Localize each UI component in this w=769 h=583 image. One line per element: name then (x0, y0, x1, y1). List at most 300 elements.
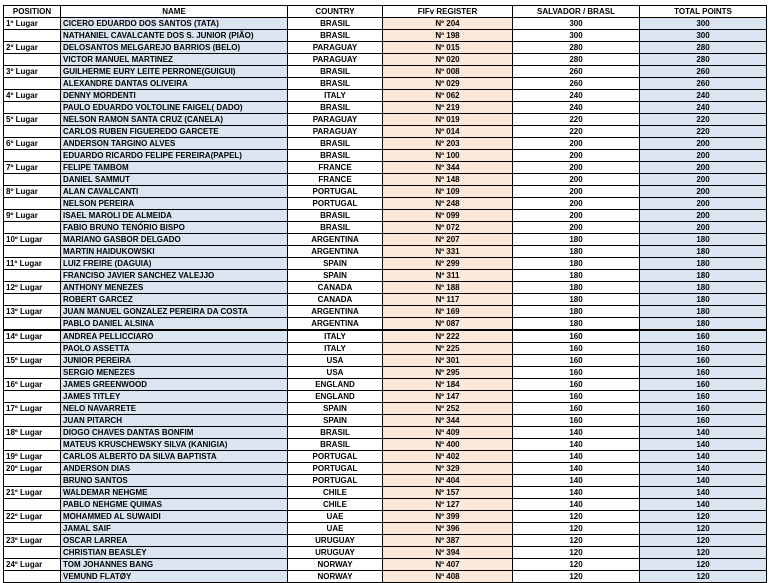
name-cell: CARLOS RUBEN FIGUEREDO GARCETE (61, 126, 288, 138)
register-cell: Nº 148 (383, 174, 513, 186)
position-cell: 9º Lugar (4, 210, 61, 222)
position-cell (4, 523, 61, 535)
total-points-cell: 300 (640, 30, 767, 42)
position-cell: 6º Lugar (4, 138, 61, 150)
table-row (4, 499, 767, 511)
table-row (4, 487, 767, 499)
table-row (4, 439, 767, 451)
position-cell (4, 391, 61, 403)
name-cell: FABIO BRUNO TENÓRIO BISPO (61, 222, 288, 234)
name-cell: MATEUS KRUSCHEWSKY SILVA (KANIGIA) (61, 439, 288, 451)
salvador-points-cell: 160 (513, 415, 640, 427)
total-points-cell: 260 (640, 78, 767, 90)
table-row (4, 282, 767, 294)
country-cell: UAE (288, 523, 383, 535)
total-points-cell: 280 (640, 54, 767, 66)
salvador-points-cell: 220 (513, 126, 640, 138)
total-points-cell: 180 (640, 258, 767, 270)
salvador-points-cell: 120 (513, 547, 640, 559)
total-points-cell: 140 (640, 427, 767, 439)
name-cell: CARLOS ALBERTO DA SILVA BAPTISTA (61, 451, 288, 463)
salvador-points-cell: 180 (513, 234, 640, 246)
salvador-points-cell: 140 (513, 439, 640, 451)
total-points-cell: 160 (640, 415, 767, 427)
position-cell (4, 499, 61, 511)
total-points-cell: 140 (640, 499, 767, 511)
country-cell: BRASIL (288, 210, 383, 222)
table-row (4, 138, 767, 150)
country-cell: BRASIL (288, 427, 383, 439)
register-cell: Nº 157 (383, 487, 513, 499)
name-cell: NELO NAVARRETE (61, 403, 288, 415)
table-row (4, 126, 767, 138)
salvador-points-cell: 200 (513, 198, 640, 210)
position-cell: 22º Lugar (4, 511, 61, 523)
position-cell: 10º Lugar (4, 234, 61, 246)
total-points-cell: 200 (640, 174, 767, 186)
country-cell: ITALY (288, 90, 383, 102)
country-cell: BRASIL (288, 138, 383, 150)
country-cell: SPAIN (288, 270, 383, 282)
register-cell: Nº 207 (383, 234, 513, 246)
table-row (4, 78, 767, 90)
name-cell: EDUARDO RICARDO FELIPE FEREIRA(PAPEL) (61, 150, 288, 162)
name-cell: CICERO EDUARDO DOS SANTOS (TATA) (61, 18, 288, 30)
salvador-points-cell: 180 (513, 246, 640, 258)
salvador-points-cell: 140 (513, 475, 640, 487)
total-points-cell: 300 (640, 18, 767, 30)
position-cell: 12º Lugar (4, 282, 61, 294)
name-cell: TOM JOHANNES BANG (61, 559, 288, 571)
salvador-points-cell: 200 (513, 186, 640, 198)
name-cell: JAMAL SAIF (61, 523, 288, 535)
salvador-points-cell: 200 (513, 162, 640, 174)
register-cell: Nº 301 (383, 355, 513, 367)
country-cell: URUGUAY (288, 547, 383, 559)
position-cell: 17º Lugar (4, 403, 61, 415)
name-cell: ANDREA PELLICCIARO (61, 330, 288, 343)
table-body (4, 18, 767, 583)
country-cell: NORWAY (288, 571, 383, 583)
country-cell: BRASIL (288, 102, 383, 114)
total-points-cell: 260 (640, 66, 767, 78)
name-cell: JUAN PITARCH (61, 415, 288, 427)
country-cell: BRASIL (288, 30, 383, 42)
name-cell: JAMES GREENWOOD (61, 379, 288, 391)
position-cell: 1º Lugar (4, 18, 61, 30)
salvador-points-cell: 260 (513, 78, 640, 90)
salvador-points-cell: 240 (513, 90, 640, 102)
position-cell (4, 270, 61, 282)
table-row (4, 234, 767, 246)
register-cell: Nº 062 (383, 90, 513, 102)
salvador-points-cell: 220 (513, 114, 640, 126)
salvador-points-cell: 180 (513, 270, 640, 282)
table-row (4, 198, 767, 210)
position-cell (4, 102, 61, 114)
total-points-cell: 180 (640, 306, 767, 318)
register-cell: Nº 117 (383, 294, 513, 306)
salvador-points-cell: 140 (513, 487, 640, 499)
name-cell: PABLO DANIEL ALSINA (61, 318, 288, 331)
country-cell: USA (288, 355, 383, 367)
country-cell: PARAGUAY (288, 54, 383, 66)
total-points-cell: 200 (640, 198, 767, 210)
total-points-cell: 180 (640, 270, 767, 282)
register-cell: Nº 222 (383, 330, 513, 343)
table-row (4, 246, 767, 258)
country-cell: PORTUGAL (288, 198, 383, 210)
salvador-points-cell: 160 (513, 403, 640, 415)
salvador-points-cell: 120 (513, 511, 640, 523)
table-row (4, 415, 767, 427)
salvador-points-cell: 160 (513, 355, 640, 367)
country-cell: SPAIN (288, 258, 383, 270)
country-cell: ENGLAND (288, 391, 383, 403)
salvador-points-cell: 180 (513, 282, 640, 294)
table-row (4, 18, 767, 30)
total-points-cell: 120 (640, 523, 767, 535)
salvador-points-cell: 240 (513, 102, 640, 114)
total-points-cell: 160 (640, 355, 767, 367)
country-cell: CHILE (288, 487, 383, 499)
name-cell: JAMES TITLEY (61, 391, 288, 403)
name-cell: CHRISTIAN BEASLEY (61, 547, 288, 559)
name-cell: WALDEMAR NEHGME (61, 487, 288, 499)
total-points-cell: 180 (640, 246, 767, 258)
salvador-points-cell: 300 (513, 18, 640, 30)
salvador-points-cell: 200 (513, 174, 640, 186)
table-row (4, 162, 767, 174)
table-row (4, 66, 767, 78)
position-cell: 8º Lugar (4, 186, 61, 198)
table-row (4, 174, 767, 186)
name-cell: PABLO NEHGME QUIMAS (61, 499, 288, 511)
country-cell: PARAGUAY (288, 42, 383, 54)
name-cell: MARIANO GASBOR DELGADO (61, 234, 288, 246)
total-points-cell: 140 (640, 475, 767, 487)
register-cell: Nº 248 (383, 198, 513, 210)
country-cell: PORTUGAL (288, 451, 383, 463)
position-cell: 23º Lugar (4, 535, 61, 547)
register-cell: Nº 344 (383, 415, 513, 427)
country-cell: BRASIL (288, 18, 383, 30)
register-cell: Nº 399 (383, 511, 513, 523)
total-points-cell: 160 (640, 403, 767, 415)
register-cell: Nº 331 (383, 246, 513, 258)
table-row (4, 150, 767, 162)
salvador-points-cell: 140 (513, 499, 640, 511)
table-row (4, 559, 767, 571)
register-cell: Nº 188 (383, 282, 513, 294)
name-cell: SERGIO MENEZES (61, 367, 288, 379)
header-total: TOTAL POINTS (640, 6, 767, 18)
name-cell: PAOLO ASSETTA (61, 343, 288, 355)
position-cell: 20º Lugar (4, 463, 61, 475)
table-row (4, 355, 767, 367)
name-cell: NATHANIEL CAVALCANTE DOS S. JUNIOR (PIÃO) (61, 30, 288, 42)
position-cell: 13º Lugar (4, 306, 61, 318)
country-cell: PARAGUAY (288, 114, 383, 126)
register-cell: Nº 344 (383, 162, 513, 174)
salvador-points-cell: 280 (513, 42, 640, 54)
name-cell: VICTOR MANUEL MARTINEZ (61, 54, 288, 66)
name-cell: PAULO EDUARDO VOLTOLINE FAIGEL( DADO) (61, 102, 288, 114)
header-position: POSITION (4, 6, 61, 18)
country-cell: BRASIL (288, 222, 383, 234)
salvador-points-cell: 140 (513, 427, 640, 439)
table-row (4, 367, 767, 379)
register-cell: Nº 408 (383, 571, 513, 583)
name-cell: ANDERSON DIAS (61, 463, 288, 475)
position-cell (4, 318, 61, 331)
name-cell: NELSON PEREIRA (61, 198, 288, 210)
name-cell: OSCAR LARREA (61, 535, 288, 547)
country-cell: SPAIN (288, 403, 383, 415)
position-cell: 2º Lugar (4, 42, 61, 54)
position-cell (4, 174, 61, 186)
position-cell: 19º Lugar (4, 451, 61, 463)
table-row (4, 547, 767, 559)
total-points-cell: 200 (640, 210, 767, 222)
total-points-cell: 160 (640, 379, 767, 391)
total-points-cell: 120 (640, 535, 767, 547)
name-cell: ROBERT GARCEZ (61, 294, 288, 306)
total-points-cell: 120 (640, 511, 767, 523)
register-cell: Nº 299 (383, 258, 513, 270)
salvador-points-cell: 200 (513, 222, 640, 234)
header-name: NAME (61, 6, 288, 18)
header-register: FIFv REGISTER (383, 6, 513, 18)
salvador-points-cell: 140 (513, 463, 640, 475)
salvador-points-cell: 160 (513, 343, 640, 355)
position-cell: 3º Lugar (4, 66, 61, 78)
total-points-cell: 200 (640, 138, 767, 150)
total-points-cell: 200 (640, 150, 767, 162)
country-cell: PORTUGAL (288, 463, 383, 475)
position-cell: 11º Lugar (4, 258, 61, 270)
table-row (4, 391, 767, 403)
name-cell: JUNIOR PEREIRA (61, 355, 288, 367)
register-cell: Nº 252 (383, 403, 513, 415)
table-row (4, 294, 767, 306)
position-cell: 5º Lugar (4, 114, 61, 126)
position-cell (4, 246, 61, 258)
country-cell: PORTUGAL (288, 186, 383, 198)
position-cell: 15º Lugar (4, 355, 61, 367)
name-cell: JUAN MANUEL GONZALEZ PEREIRA DA COSTA (61, 306, 288, 318)
register-cell: Nº 402 (383, 451, 513, 463)
total-points-cell: 200 (640, 162, 767, 174)
table-row (4, 463, 767, 475)
table-row (4, 54, 767, 66)
position-cell (4, 30, 61, 42)
salvador-points-cell: 120 (513, 535, 640, 547)
position-cell: 16º Lugar (4, 379, 61, 391)
table-row (4, 102, 767, 114)
register-cell: Nº 072 (383, 222, 513, 234)
name-cell: ALEXANDRE DANTAS OLIVEIRA (61, 78, 288, 90)
total-points-cell: 160 (640, 367, 767, 379)
country-cell: CANADA (288, 282, 383, 294)
position-cell (4, 439, 61, 451)
salvador-points-cell: 140 (513, 451, 640, 463)
total-points-cell: 180 (640, 234, 767, 246)
table-row (4, 186, 767, 198)
table-row (4, 306, 767, 318)
name-cell: DENNY MORDENTI (61, 90, 288, 102)
register-cell: Nº 225 (383, 343, 513, 355)
register-cell: Nº 020 (383, 54, 513, 66)
table-row (4, 403, 767, 415)
salvador-points-cell: 180 (513, 318, 640, 331)
total-points-cell: 240 (640, 90, 767, 102)
table-row (4, 222, 767, 234)
total-points-cell: 200 (640, 186, 767, 198)
salvador-points-cell: 160 (513, 330, 640, 343)
register-cell: Nº 029 (383, 78, 513, 90)
ranking-table (3, 5, 767, 583)
table-row (4, 343, 767, 355)
name-cell: BRUNO SANTOS (61, 475, 288, 487)
total-points-cell: 120 (640, 559, 767, 571)
total-points-cell: 160 (640, 330, 767, 343)
position-cell (4, 294, 61, 306)
country-cell: BRASIL (288, 439, 383, 451)
total-points-cell: 240 (640, 102, 767, 114)
total-points-cell: 160 (640, 391, 767, 403)
register-cell: Nº 019 (383, 114, 513, 126)
position-cell: 7º Lugar (4, 162, 61, 174)
position-cell: 24º Lugar (4, 559, 61, 571)
total-points-cell: 140 (640, 463, 767, 475)
name-cell: VEMUND FLATØY (61, 571, 288, 583)
table-row (4, 379, 767, 391)
salvador-points-cell: 160 (513, 367, 640, 379)
name-cell: ANTHONY MENEZES (61, 282, 288, 294)
salvador-points-cell: 260 (513, 66, 640, 78)
country-cell: BRASIL (288, 66, 383, 78)
name-cell: ISAEL MAROLI DE ALMEIDA (61, 210, 288, 222)
register-cell: Nº 409 (383, 427, 513, 439)
register-cell: Nº 329 (383, 463, 513, 475)
country-cell: USA (288, 367, 383, 379)
name-cell: ANDERSON TARGINO ALVES (61, 138, 288, 150)
country-cell: FRANCE (288, 174, 383, 186)
position-cell (4, 475, 61, 487)
salvador-points-cell: 160 (513, 391, 640, 403)
country-cell: ARGENTINA (288, 246, 383, 258)
country-cell: ITALY (288, 343, 383, 355)
country-cell: ENGLAND (288, 379, 383, 391)
table-row (4, 475, 767, 487)
total-points-cell: 120 (640, 571, 767, 583)
country-cell: SPAIN (288, 415, 383, 427)
country-cell: ARGENTINA (288, 306, 383, 318)
salvador-points-cell: 120 (513, 523, 640, 535)
table-row (4, 535, 767, 547)
register-cell: Nº 387 (383, 535, 513, 547)
register-cell: Nº 295 (383, 367, 513, 379)
total-points-cell: 220 (640, 114, 767, 126)
country-cell: ITALY (288, 330, 383, 343)
position-cell (4, 150, 61, 162)
salvador-points-cell: 300 (513, 30, 640, 42)
register-cell: Nº 311 (383, 270, 513, 282)
register-cell: Nº 014 (383, 126, 513, 138)
register-cell: Nº 127 (383, 499, 513, 511)
salvador-points-cell: 180 (513, 306, 640, 318)
register-cell: Nº 109 (383, 186, 513, 198)
position-cell (4, 126, 61, 138)
salvador-points-cell: 180 (513, 294, 640, 306)
salvador-points-cell: 280 (513, 54, 640, 66)
name-cell: FRANCISO JAVIER SANCHEZ VALEJJO (61, 270, 288, 282)
name-cell: ALAN CAVALCANTI (61, 186, 288, 198)
name-cell: FELIPE TAMBOM (61, 162, 288, 174)
table-row (4, 523, 767, 535)
header-country: COUNTRY (288, 6, 383, 18)
position-cell: 18º Lugar (4, 427, 61, 439)
table-row (4, 30, 767, 42)
register-cell: Nº 184 (383, 379, 513, 391)
register-cell: Nº 400 (383, 439, 513, 451)
position-cell (4, 547, 61, 559)
header-row (4, 6, 767, 18)
position-cell (4, 78, 61, 90)
name-cell: DANIEL SAMMUT (61, 174, 288, 186)
register-cell: Nº 099 (383, 210, 513, 222)
country-cell: CHILE (288, 499, 383, 511)
table-row (4, 318, 767, 331)
register-cell: Nº 404 (383, 475, 513, 487)
table-row (4, 114, 767, 126)
total-points-cell: 180 (640, 282, 767, 294)
table-row (4, 330, 767, 343)
table-row (4, 451, 767, 463)
total-points-cell: 140 (640, 439, 767, 451)
country-cell: BRASIL (288, 150, 383, 162)
salvador-points-cell: 180 (513, 258, 640, 270)
name-cell: LUIZ FREIRE (DAGUIA) (61, 258, 288, 270)
register-cell: Nº 203 (383, 138, 513, 150)
country-cell: CANADA (288, 294, 383, 306)
table-row (4, 258, 767, 270)
salvador-points-cell: 120 (513, 571, 640, 583)
total-points-cell: 140 (640, 487, 767, 499)
name-cell: MARTIN HAIDUKOWSKI (61, 246, 288, 258)
country-cell: BRASIL (288, 78, 383, 90)
register-cell: Nº 394 (383, 547, 513, 559)
country-cell: URUGUAY (288, 535, 383, 547)
header-salvador: SALVADOR / BRASL (513, 6, 640, 18)
table-row (4, 511, 767, 523)
name-cell: MOHAMMED AL SUWAIDI (61, 511, 288, 523)
register-cell: Nº 100 (383, 150, 513, 162)
register-cell: Nº 147 (383, 391, 513, 403)
register-cell: Nº 198 (383, 30, 513, 42)
salvador-points-cell: 200 (513, 138, 640, 150)
register-cell: Nº 396 (383, 523, 513, 535)
table-row (4, 427, 767, 439)
total-points-cell: 220 (640, 126, 767, 138)
register-cell: Nº 219 (383, 102, 513, 114)
salvador-points-cell: 160 (513, 379, 640, 391)
country-cell: PORTUGAL (288, 475, 383, 487)
position-cell (4, 367, 61, 379)
register-cell: Nº 015 (383, 42, 513, 54)
total-points-cell: 120 (640, 547, 767, 559)
